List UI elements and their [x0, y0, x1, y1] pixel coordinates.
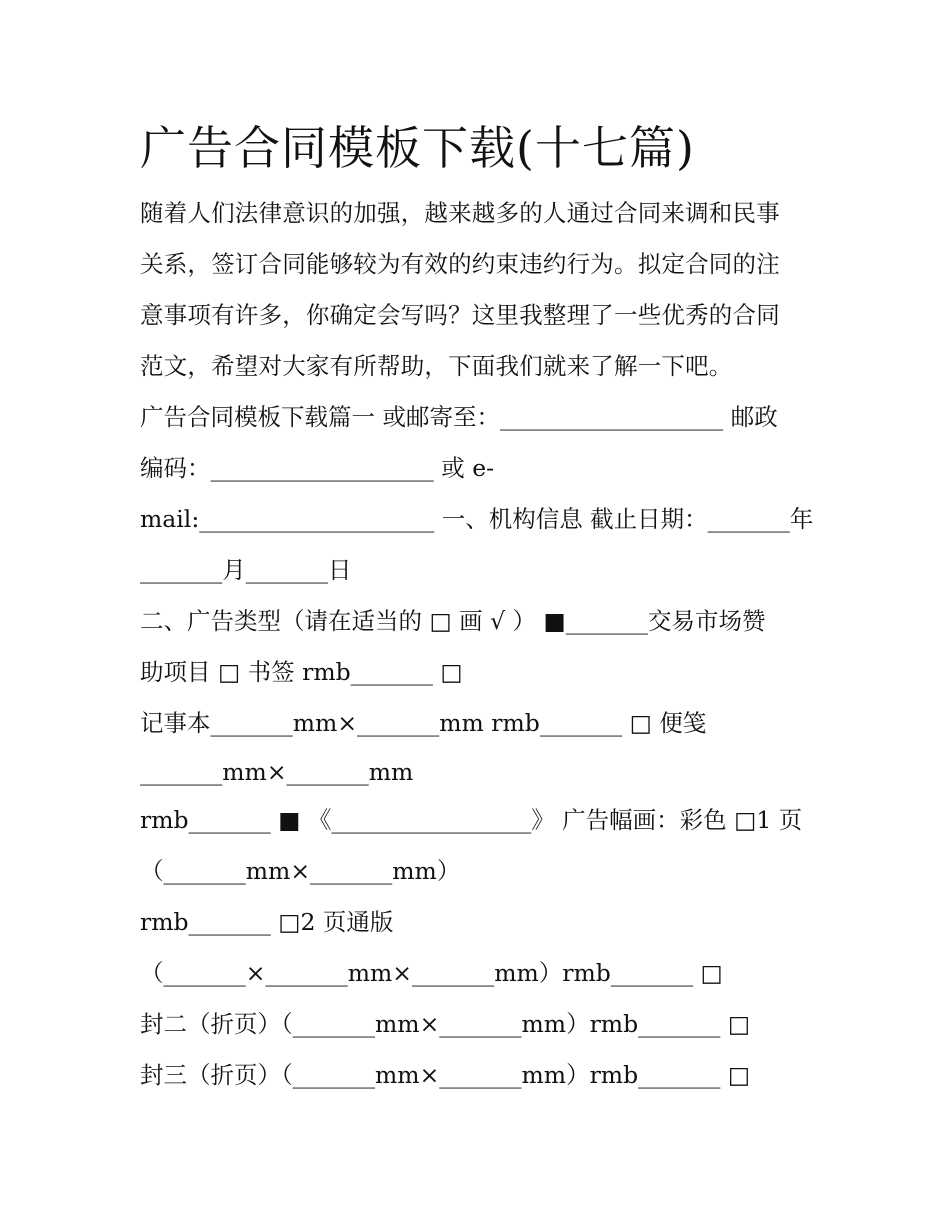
form-line: 助项目 □ 书签 rmb_______ □: [140, 658, 463, 686]
form-line: 广告合同模板下载篇一 或邮寄至：___________________ 邮政: [140, 403, 778, 431]
intro-line: 范文，希望对大家有所帮助，下面我们就来了解一下吧。: [140, 352, 733, 380]
form-line: 编码：___________________ 或 e-: [140, 454, 495, 482]
form-line: 封三（折页）（_______mm×_______mm）rmb_______ □: [140, 1061, 751, 1089]
form-line: 封二（折页）（_______mm×_______mm）rmb_______ □: [140, 1010, 751, 1038]
intro-line: 关系，签订合同能够较为有效的约束违约行为。拟定合同的注: [140, 250, 780, 278]
document-page: [140, 108, 820, 1101]
form-line: rmb_______ ■ 《_________________》 广告幅画：彩色 □1 页: [140, 806, 803, 834]
form-line: （_______mm×_______mm）: [140, 857, 461, 885]
form-line: _______月_______日: [140, 556, 352, 584]
document-title: 广告合同模板下载(十七篇): [140, 121, 695, 175]
intro-paragraph: [140, 188, 820, 392]
intro-line: 意事项有许多，你确定会写吗？这里我整理了一些优秀的合同: [140, 301, 780, 329]
form-line: _______mm×_______mm: [140, 758, 414, 786]
intro-line: 随着人们法律意识的加强，越来越多的人通过合同来调和民事: [140, 199, 780, 227]
form-line: 二、广告类型（请在适当的 □ 画 √ ） ■_______交易市场赞: [140, 607, 766, 635]
form-line: mail:____________________ 一、机构信息 截止日期：_______年: [140, 505, 814, 533]
form-body: [140, 392, 820, 1101]
form-line: rmb_______ □2 页通版: [140, 908, 394, 936]
form-line: （_______×_______mm×_______mm）rmb_______ □: [140, 959, 723, 987]
form-line: 记事本_______mm×_______mm rmb_______ □ 便笺: [140, 709, 707, 737]
